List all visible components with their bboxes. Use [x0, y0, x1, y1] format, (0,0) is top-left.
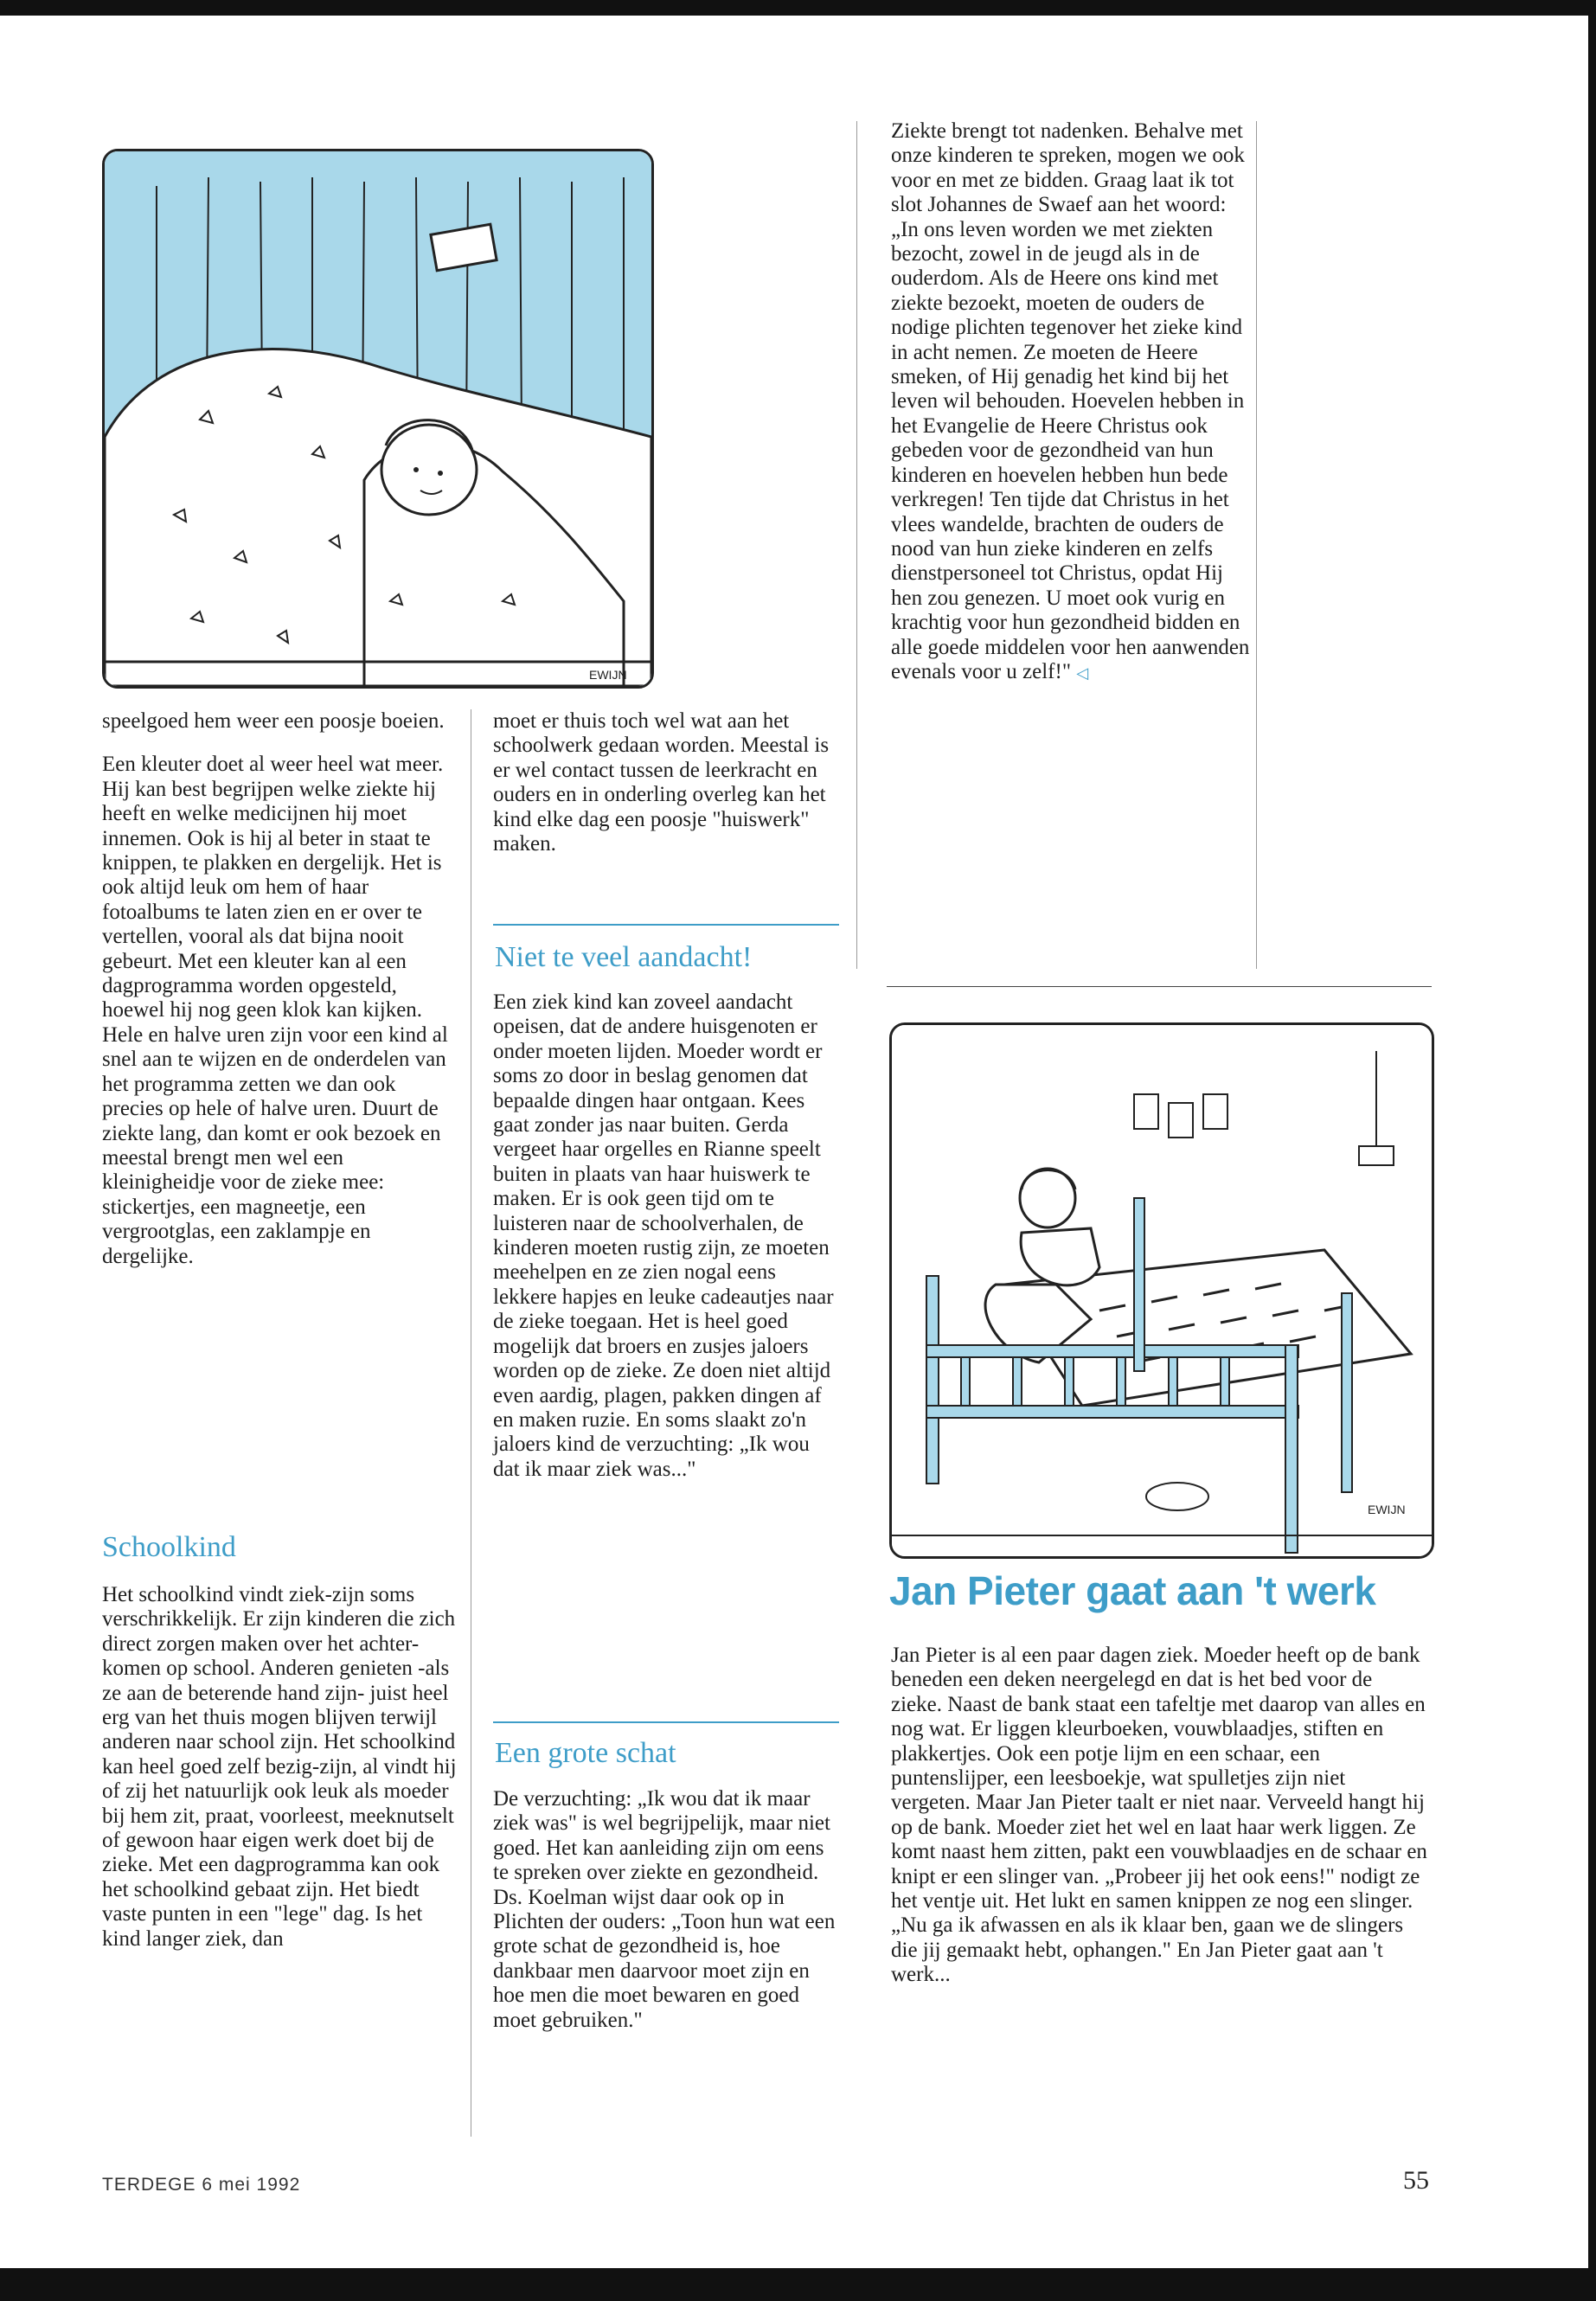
heading-rule-2	[493, 1721, 839, 1723]
column-divider-3	[1256, 121, 1257, 969]
footer-publication: TERDEGE 6 mei 1992	[102, 2175, 301, 2195]
illustration-child-in-bed	[102, 149, 654, 689]
column-3	[891, 119, 1250, 704]
right-scan-border	[1588, 0, 1596, 2301]
child-in-bed-drawing	[105, 151, 651, 686]
column-1-continued	[102, 1583, 457, 1971]
col3-paragraph-1	[891, 119, 1250, 685]
col2-paragraph-3: De verzuchting: „Ik wou dat ik maar ziek was" is wel begrijpelijk, maar niet goed. Het kan aanleiding zijn om eens te spreken over ziekte en gezondheid. Ds. Koelman wijst daar ook op in Plichten der ouders: „Toon hun wat een grote schat de gezondheid is, hoe dankbaar men daarvoor moet zijn en hoe men die moet bewaren en goed moet gebruiken."	[493, 1787, 836, 2032]
boy-in-bed-drawing	[892, 1025, 1432, 1556]
col1-paragraph-3: Het schoolkind vindt ziek-zijn soms verschrikkelijk. Er zijn kinderen die zich direct zorgen maken over het achter-komen op school. Anderen genieten -als ze aan de beterende hand zijn- juist heel erg van het thuis mogen blijven terwijl anderen naar school zijn. Het schoolkind kan heel goed zelf bezig-zijn, al vindt hij of zij het natuurlijk ook leuk als moeder bij hem zit, praat, voorleest, meeknutselt of gewoon haar eigen werk doet bij de zieke. Met een dagprogramma kan ook het schoolkind gebaat zijn. Het biedt vaste punten in een "lege" dag. Is het kind langer ziek, dan	[102, 1583, 457, 1951]
box-title: Jan Pieter gaat aan 't werk	[889, 1568, 1376, 1613]
heading-schoolkind: Schoolkind	[102, 1531, 236, 1563]
box-paragraph: Jan Pieter is al een paar dagen ziek. Moeder heeft op de bank beneden een deken neergelegd en dat is het bed voor de zieke. Naast de bank staat een tafeltje met daarop van alles en nog wat. Er liggen kleurboeken, vouwblaadjes, stiften en plakkertjes. Ook een potje lijm en een schaar, een puntenslijper, een leesboekje, wat spulletjes zijn niet vergeten. Maar Jan Pieter taalt er niet naar. Verveeld hangt hij op de bank. Moeder ziet het wel en laat haar werk liggen. Ze komt naast hem zitten, pakt een vouwblaadjes en de schaar en knipt er een slinger van. „Probeer jij het ook eens!" nodigt ze het ventje uit. Het lukt en samen knippen ze nog een slinger. „Nu ga ik afwassen en als ik klaar ben, gaan we de slingers die jij gemaakt hebt, ophangen." En Jan Pieter gaat aan 't werk...	[891, 1644, 1427, 1987]
column-2-bottom	[493, 1787, 839, 2052]
col3-paragraph-text: Ziekte brengt tot nadenken. Behalve met onze kinderen te spreken, mogen we ook voor en met ze bidden. Graag laat ik tot slot Johannes de Swaef aan het woord: „In ons leven worden we met ziekten bezocht, zowel in de jeugd als in de ouderdom. Als de Heere ons kind met ziekte bezoekt, moeten de ouders de nodige plichten tegenover het zieke kind in acht nemen. Ze moeten de Heere smeken, of Hij genadig het kind bij het leven wil behouden. Hoevelen hebben in het Evangelie de Heere Christus ook gebeden voor de gezondheid van hun kinderen en hoevelen hebben hun bede verkregen! Ten tijde dat Christus in het vlees wandelde, brachten de ouders de nood van hun zieke kinderen en zelfs dienstpersoneel tot Christus, opdat Hij hen zou genezen. U moet ook vurig en krachtig voor hun gezondheid bidden en alle goede middelen voor hen aanwenden evenals voor u zelf!"	[891, 119, 1250, 683]
heading-een-grote-schat: Een grote schat	[495, 1737, 676, 1769]
illustration-signature: EWIJN	[589, 668, 627, 682]
column-1	[102, 709, 457, 1288]
col1-paragraph-2: Een kleuter doet al weer heel wat meer. Hij kan best begrijpen welke ziekte hij heeft en welke medicijnen hij moet innemen. Ook is hij al beter in staat te knippen, te plakken en dergelijk. Het is ook altijd leuk om hem of haar fotoalbums te laten zien en er over te vertellen, vooral als dat bijna nooit gebeurt. Met een kleuter kan al een dagprogramma worden opgesteld, hoewel hij nog geen klok kan kijken. Hele en halve uren zijn voor een kind al snel aan te wijzen en de onderdelen van het programma zetten we dan ook precies op hele of halve uren. Duurt de ziekte lang, dan komt er ook bezoek en meestal brengt men wel een kleinigheidje voor de zieke mee: stickertjes, een magneetje, een vergrootglas, een zaklampje en dergelijke.	[102, 753, 448, 1268]
illustration-boy-in-bed	[889, 1022, 1434, 1559]
end-of-article-mark: ◁	[1076, 663, 1089, 682]
col2-paragraph-1: moet er thuis toch wel wat aan het schoolwerk gedaan worden. Meestal is er wel contact tussen de leerkracht en ouders en in onderling overleg kan het kind elke dag een poosje "huiswerk" maken.	[493, 709, 830, 856]
column-divider-2	[856, 121, 857, 969]
column-2	[493, 709, 839, 875]
heading-rule-1	[493, 924, 839, 926]
column-2-middle	[493, 990, 839, 1501]
heading-niet-te-veel-aandacht: Niet te veel aandacht!	[495, 941, 753, 973]
bottom-scan-border	[0, 2268, 1596, 2301]
box-text	[891, 1644, 1427, 2007]
col1-paragraph-1: speelgoed hem weer een poosje boeien.	[102, 709, 445, 733]
box-top-rule	[887, 986, 1432, 987]
page-number: 55	[1403, 2166, 1429, 2195]
col2-paragraph-2: Een ziek kind kan zoveel aandacht opeisen, dat de andere huisgenoten er onder moeten lijden. Moeder wordt er soms zo door in beslag genomen dat bepaalde dingen haar ontgaan. Kees gaat zonder jas naar buiten. Gerda vergeet haar orgelles en Rianne speelt buiten in plaats van haar huiswerk te maken. Er is ook geen tijd om te luisteren naar de schoolverhalen, de kinderen moeten rustig zijn, ze moeten meehelpen en ze zien nogal eens lekkere hapjes en leuke cadeautjes naar de zieke toegaan. Het is heel goed mogelijk dat broers en zusjes jaloers worden op de zieke. Ze doen niet altijd even aardig, plagen, pakken dingen af en maken ruzie. En soms slaakt zo'n jaloers kind de verzuchting: „Ik wou dat ik maar ziek was..."	[493, 990, 834, 1481]
top-scan-border	[0, 0, 1596, 16]
illustration-2-signature: EWIJN	[1368, 1503, 1406, 1516]
